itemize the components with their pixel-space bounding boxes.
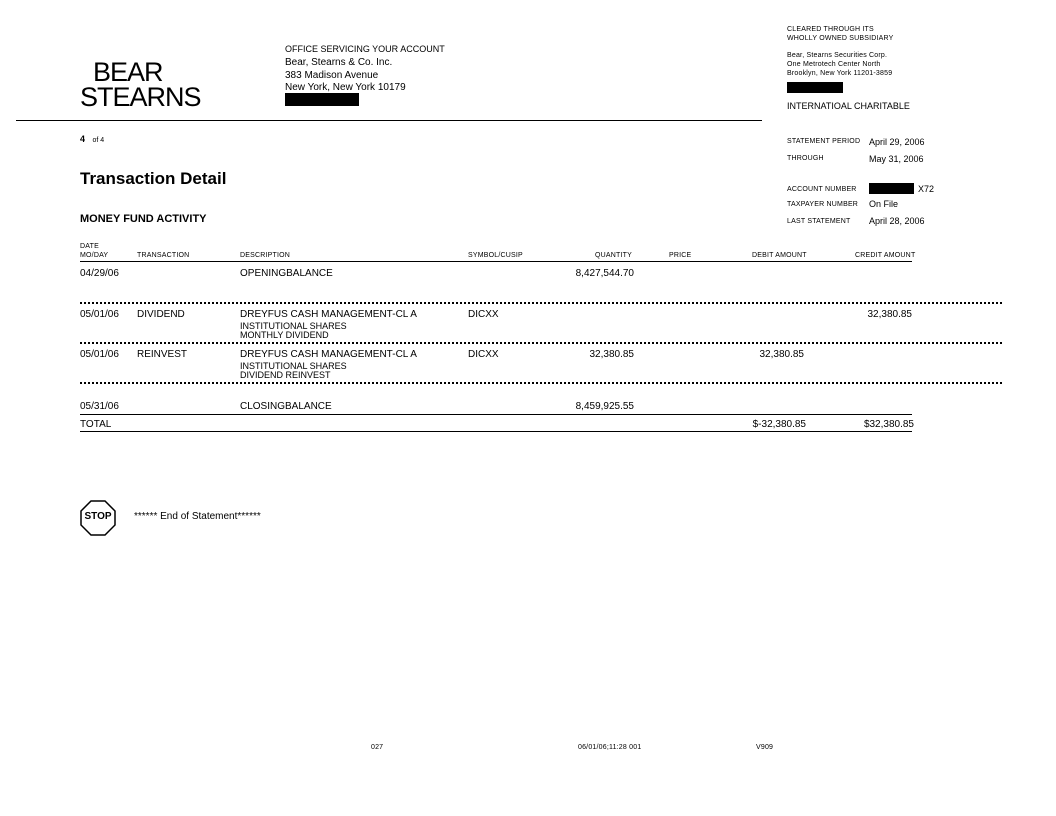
section-subtitle: MONEY FUND ACTIVITY: [80, 213, 207, 225]
row-divider: [80, 382, 1002, 384]
row-date: 05/01/06: [80, 309, 119, 320]
account-number-label: ACCOUNT NUMBER: [787, 186, 857, 193]
office-name: Bear, Stearns & Co. Inc.: [285, 57, 393, 68]
row-description-line-3: MONTHLY DIVIDEND: [240, 330, 329, 340]
account-holder-name: INTERNATIOAL CHARITABLE: [787, 101, 910, 111]
header-rule-table: [80, 261, 912, 262]
row-credit: 32,380.85: [867, 309, 912, 320]
cleared-line-2: WHOLLY OWNED SUBSIDIARY: [787, 35, 894, 42]
footer-code: 027: [371, 744, 384, 751]
row-description: DREYFUS CASH MANAGEMENT-CL A: [240, 349, 417, 360]
office-label: OFFICE SERVICING YOUR ACCOUNT: [285, 44, 445, 54]
page-indicator: [80, 129, 104, 147]
header-price: PRICE: [669, 252, 692, 259]
opening-date: 04/29/06: [80, 268, 119, 279]
end-of-statement: ****** End of Statement******: [134, 511, 261, 522]
subsidiary-city: Brooklyn, New York 11201-3859: [787, 70, 893, 77]
taxpayer-number-value: On File: [869, 199, 899, 209]
footer-version: V909: [756, 744, 774, 751]
closing-quantity: 8,459,925.55: [575, 401, 634, 412]
row-transaction: REINVEST: [137, 349, 188, 360]
opening-quantity: 8,427,544.70: [575, 268, 634, 279]
statement-period-label: STATEMENT PERIOD: [787, 138, 861, 145]
last-statement-value: April 28, 2006: [869, 216, 925, 226]
row-description-line-2: INSTITUTIONAL SHARES: [240, 321, 347, 331]
row-date: 05/01/06: [80, 349, 119, 360]
footer-timestamp: 06/01/06;11:28 001: [578, 744, 642, 751]
logo-line-1: BEAR: [93, 57, 163, 87]
redacted-account-number: [869, 183, 914, 194]
taxpayer-number-label: TAXPAYER NUMBER: [787, 201, 859, 208]
opening-description: OPENINGBALANCE: [240, 268, 333, 279]
redacted-subsidiary-phone: [787, 82, 843, 93]
total-label: TOTAL: [80, 419, 112, 430]
row-symbol: DICXX: [468, 349, 499, 360]
row-debit: 32,380.85: [759, 349, 804, 360]
total-bottom-rule: [80, 431, 912, 432]
row-divider: [80, 302, 1002, 304]
through-label: THROUGH: [787, 155, 824, 162]
row-description-line-2: INSTITUTIONAL SHARES: [240, 361, 347, 371]
redacted-office-phone: [285, 93, 359, 106]
bear-stearns-logo: [80, 57, 201, 112]
closing-date: 05/31/06: [80, 401, 119, 412]
page-number: 4: [80, 134, 86, 144]
header-debit: DEBIT AMOUNT: [752, 252, 807, 259]
office-street: 383 Madison Avenue: [285, 70, 379, 81]
account-number-suffix: X72: [918, 184, 935, 194]
statement-period-value: April 29, 2006: [869, 137, 925, 147]
header-date: MO/DAY: [80, 252, 109, 259]
header-rule: [16, 120, 762, 121]
row-divider: [80, 342, 1002, 344]
header-credit: CREDIT AMOUNT: [855, 252, 916, 259]
total-debit: $-32,380.85: [752, 419, 806, 430]
section-title: Transaction Detail: [80, 169, 227, 188]
row-transaction: DIVIDEND: [137, 309, 185, 320]
closing-description: CLOSINGBALANCE: [240, 401, 332, 412]
logo-line-2: STEARNS: [80, 82, 201, 112]
header-transaction: TRANSACTION: [137, 252, 190, 259]
header-quantity: QUANTITY: [595, 252, 632, 259]
cleared-line-1: CLEARED THROUGH ITS: [787, 26, 874, 33]
through-value: May 31, 2006: [869, 154, 924, 164]
last-statement-label: LAST STATEMENT: [787, 218, 851, 225]
header-date-top: DATE: [80, 243, 99, 250]
page-of-total: of 4: [92, 137, 105, 144]
header-symbol: SYMBOL/CUSIP: [468, 252, 523, 259]
subsidiary-street: One Metrotech Center North: [787, 61, 881, 68]
stop-sign-label: STOP: [84, 511, 112, 522]
stop-sign-icon: [80, 500, 116, 536]
total-credit: $32,380.85: [863, 419, 914, 430]
total-top-rule: [80, 414, 912, 415]
header-description: DESCRIPTION: [240, 252, 291, 259]
row-symbol: DICXX: [468, 309, 499, 320]
row-quantity: 32,380.85: [589, 349, 634, 360]
office-city: New York, New York 10179: [285, 82, 406, 93]
row-description-line-3: DIVIDEND REINVEST: [240, 370, 331, 380]
row-description: DREYFUS CASH MANAGEMENT-CL A: [240, 309, 417, 320]
subsidiary-name: Bear, Stearns Securities Corp.: [787, 52, 888, 59]
